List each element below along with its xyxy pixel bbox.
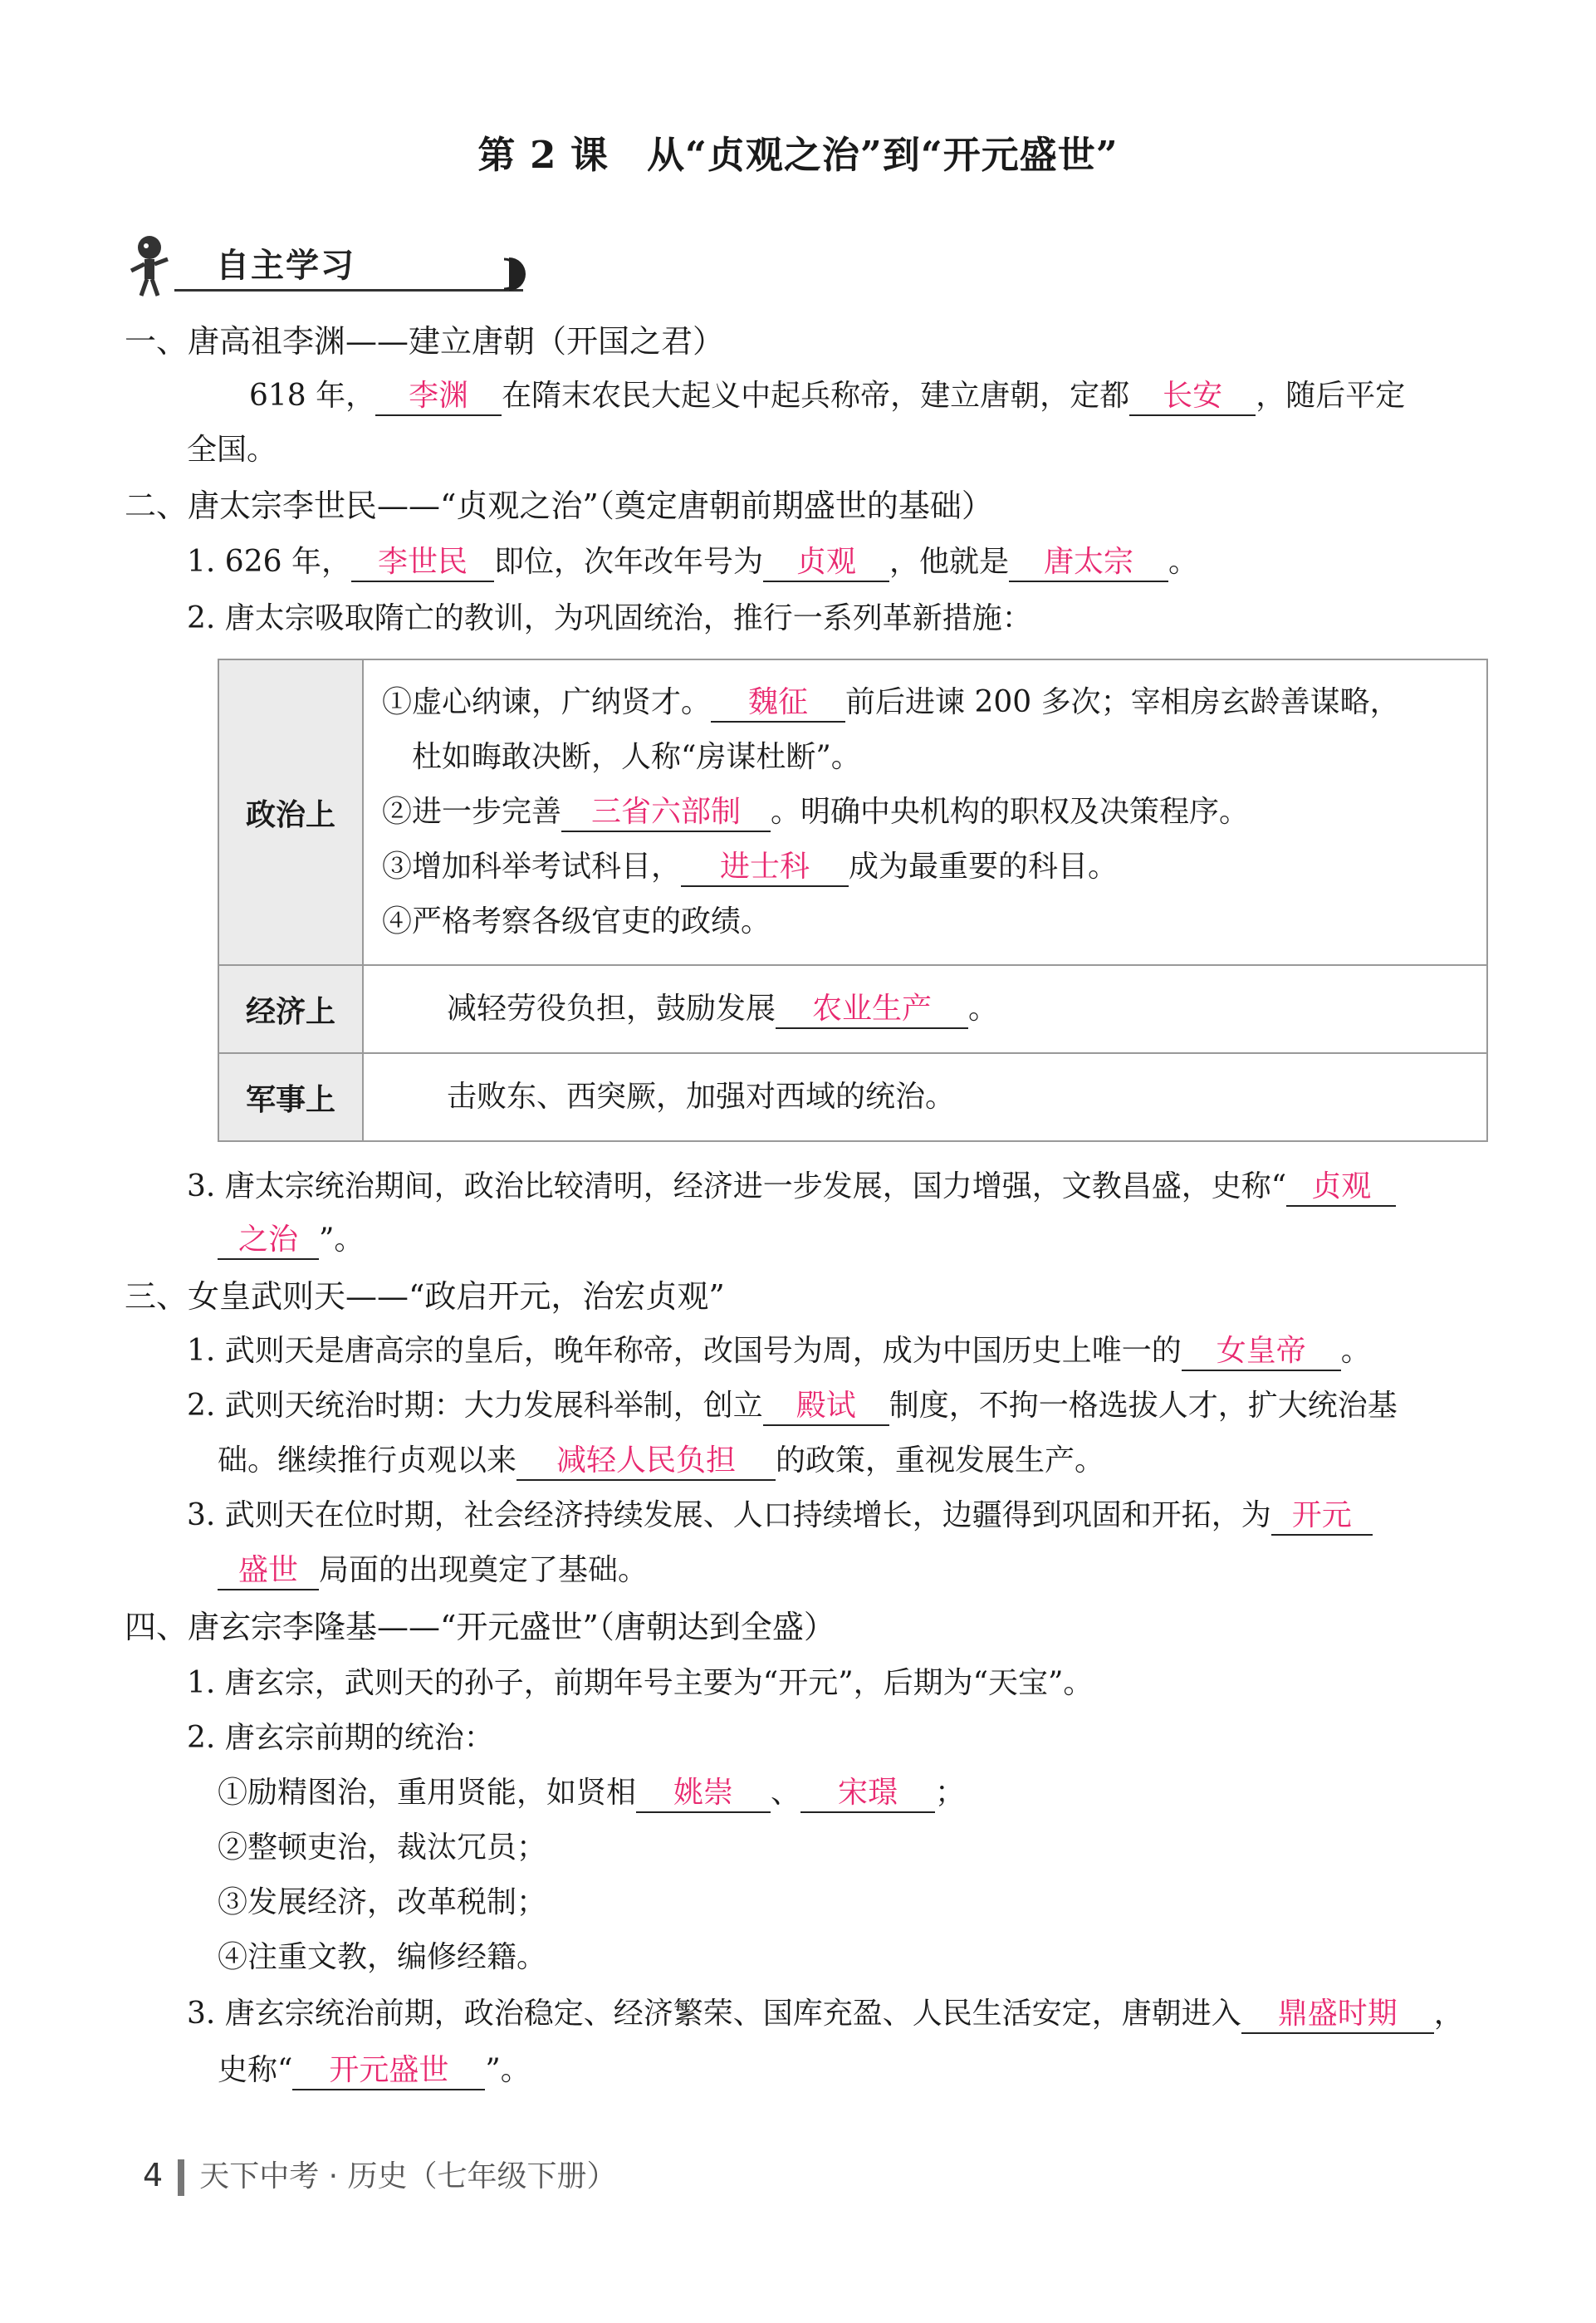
s2-item3-line2: 之治 ”。 (218, 1219, 364, 1261)
answer-blank[interactable]: 姚崇 (636, 1775, 771, 1813)
page-number: 4 (143, 2157, 164, 2193)
section-2-heading: 二、唐太宗李世民——“贞观之治”（奠定唐朝前期盛世的基础） (125, 488, 993, 524)
s2-item2: 2. 唐太宗吸取隋亡的教训，为巩固统治，推行一系列革新措施： (187, 601, 1032, 635)
s2-item3-line1: 3. 唐太宗统治期间，政治比较清明，经济进一步发展，国力增强，文教昌盛，史称“ 贞观 (187, 1166, 1396, 1208)
lesson-title: 第 2 课 从“贞观之治”到“开元盛世” (477, 133, 1119, 177)
answer-blank[interactable]: 三省六部制 (561, 794, 771, 832)
answer-blank[interactable]: 贞观 (763, 544, 889, 582)
s1-line1: 618 年， 李渊 在隋末农民大起义中起兵称帝，建立唐朝，定都 长安 ，随后平定 (249, 375, 1405, 417)
page-footer (143, 2153, 617, 2196)
s4-item3-line1: 3. 唐玄宗统治前期，政治稳定、经济繁荣、国库充盈、人民生活安定，唐朝进入 鼎盛时期 ， (187, 1993, 1464, 2035)
s3-item2-line2: 础。继续推行贞观以来 减轻人民负担 的政策，重视发展生产。 (218, 1440, 1104, 1482)
footer-bar (178, 2159, 184, 2196)
s4-sub2: ②整顿吏治，裁汰冗员； (218, 1830, 547, 1865)
book-title: 天下中考 · 历史（七年级下册） (199, 2159, 617, 2193)
table-label-military: 军事上 (218, 1053, 363, 1141)
section-4-heading: 四、唐玄宗李隆基——“开元盛世”（唐朝达到全盛） (125, 1609, 835, 1645)
s1-line2: 全国。 (187, 433, 277, 467)
section-1-heading: 一、唐高祖李渊——建立唐朝（开国之君） (125, 323, 725, 360)
answer-blank[interactable]: 贞观 (1286, 1169, 1396, 1207)
answer-blank[interactable]: 殿试 (763, 1388, 889, 1426)
answer-blank[interactable]: 长安 (1129, 378, 1256, 416)
s2-item1: 1. 626 年， 李世民 即位，次年改年号为 贞观 ，他就是 唐太宗 。 (187, 542, 1198, 583)
s3-item2-line1: 2. 武则天统治时期：大力发展科举制，创立 殿试 制度，不拘一格选拔人才，扩大统治基 (187, 1385, 1398, 1427)
answer-blank[interactable]: 农业生产 (776, 991, 968, 1029)
section-badge (125, 231, 423, 297)
answer-blank[interactable]: 李渊 (375, 378, 502, 416)
table-cell-politics: ①虚心纳谏，广纳贤才。 魏征 前后进谏 200 多次；宰相房玄龄善谋略， 杜如晦敢决断，人称“房谋杜断”。 ②进一步完善 三省六部制 。明确中央机构的职权及决策程序。 ③增加科举考试科目， 进士科 成为最重要的科目。 ④严格考察各级官吏的政绩。 (363, 659, 1487, 965)
section-badge-label: 自主学习 (216, 247, 355, 285)
s4-item1: 1. 唐玄宗，武则天的孙子，前期年号主要为“开元”，后期为“天宝”。 (187, 1666, 1094, 1700)
s3-item3-line2: 盛世 局面的出现奠定了基础。 (218, 1550, 648, 1591)
measures-table (218, 659, 1488, 1142)
answer-blank[interactable]: 李世民 (351, 544, 494, 582)
student-figure-icon (125, 231, 174, 297)
answer-blank[interactable]: 减轻人民负担 (516, 1443, 776, 1481)
answer-blank[interactable]: 开元 (1271, 1497, 1373, 1536)
table-cell-economy: 减轻劳役负担，鼓励发展 农业生产 。 (363, 965, 1487, 1053)
answer-blank[interactable]: 女皇帝 (1182, 1333, 1341, 1371)
half-circle-icon (502, 256, 536, 292)
answer-blank[interactable]: 魏征 (711, 684, 845, 723)
table-label-politics: 政治上 (218, 659, 363, 965)
answer-blank[interactable]: 唐太宗 (1009, 544, 1168, 582)
answer-blank[interactable]: 进士科 (681, 849, 849, 887)
answer-blank[interactable]: 盛世 (218, 1552, 319, 1590)
answer-blank[interactable]: 鼎盛时期 (1241, 1996, 1434, 2034)
table-label-economy: 经济上 (218, 965, 363, 1053)
s3-item3-line1: 3. 武则天在位时期，社会经济持续发展、人口持续增长，边疆得到巩固和开拓，为 开元 (187, 1495, 1373, 1536)
table-cell-military: 击败东、西突厥，加强对西域的统治。 (363, 1053, 1487, 1141)
answer-blank[interactable]: 之治 (218, 1222, 319, 1260)
s4-sub4: ④注重文教，编修经籍。 (218, 1940, 547, 1974)
s4-item3-line2: 史称“ 开元盛世 ”。 (218, 2050, 531, 2091)
section-3-heading: 三、女皇武则天——“政启开元，治宏贞观” (125, 1278, 725, 1315)
answer-blank[interactable]: 开元盛世 (292, 2052, 485, 2090)
s3-item1: 1. 武则天是唐高宗的皇后，晚年称帝，改国号为周，成为中国历史上唯一的 女皇帝 。 (187, 1331, 1371, 1372)
s4-item2: 2. 唐玄宗前期的统治： (187, 1721, 494, 1755)
s4-sub1: ①励精图治，重用贤能，如贤相 姚崇 、 宋璟 ； (218, 1772, 965, 1814)
s4-sub3: ③发展经济，改革税制； (218, 1885, 547, 1919)
answer-blank[interactable]: 宋璟 (800, 1775, 935, 1813)
